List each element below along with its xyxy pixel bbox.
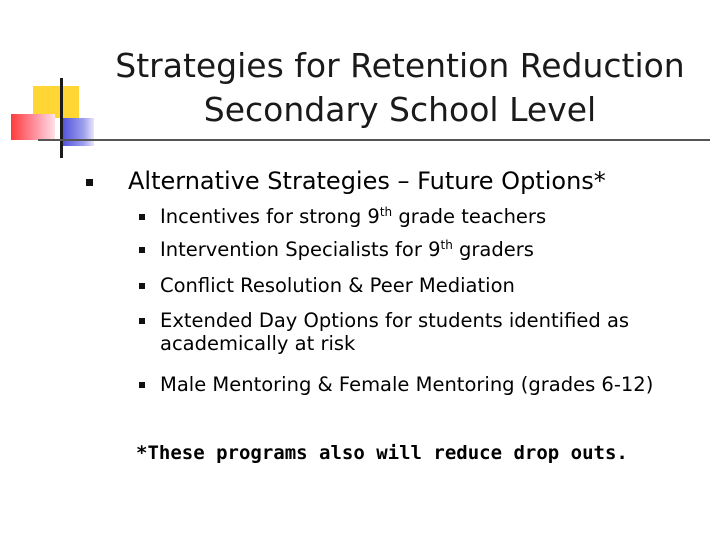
- bullet-square-icon: [139, 214, 145, 220]
- bullet-square-icon: [139, 247, 145, 253]
- bullet-square-icon: [139, 283, 145, 289]
- bullet-square-icon: [139, 318, 145, 324]
- bullet-square-icon: [139, 382, 145, 388]
- slide-title-line-1: Strategies for Retention Reduction: [115, 46, 685, 85]
- list-item: Extended Day Options for students identified as academically at risk: [160, 309, 720, 355]
- list-item: Conflict Resolution & Peer Mediation: [160, 274, 720, 297]
- footnote: *These programs also will reduce drop outs.: [136, 442, 628, 464]
- decor-red-square: [11, 114, 55, 140]
- decor-vertical-line: [60, 78, 63, 158]
- slide-title-line-2: Secondary School Level: [203, 90, 597, 129]
- list-item: Male Mentoring & Female Mentoring (grades 6-12): [160, 373, 720, 396]
- list-item: Incentives for strong 9th grade teachers: [160, 205, 720, 228]
- decor-blue-square: [60, 118, 94, 146]
- list-item: Intervention Specialists for 9th graders: [160, 238, 720, 261]
- title-underline: [38, 139, 710, 141]
- bullet-square-icon: [86, 179, 93, 186]
- main-bullet-text: Alternative Strategies – Future Options*: [128, 167, 606, 195]
